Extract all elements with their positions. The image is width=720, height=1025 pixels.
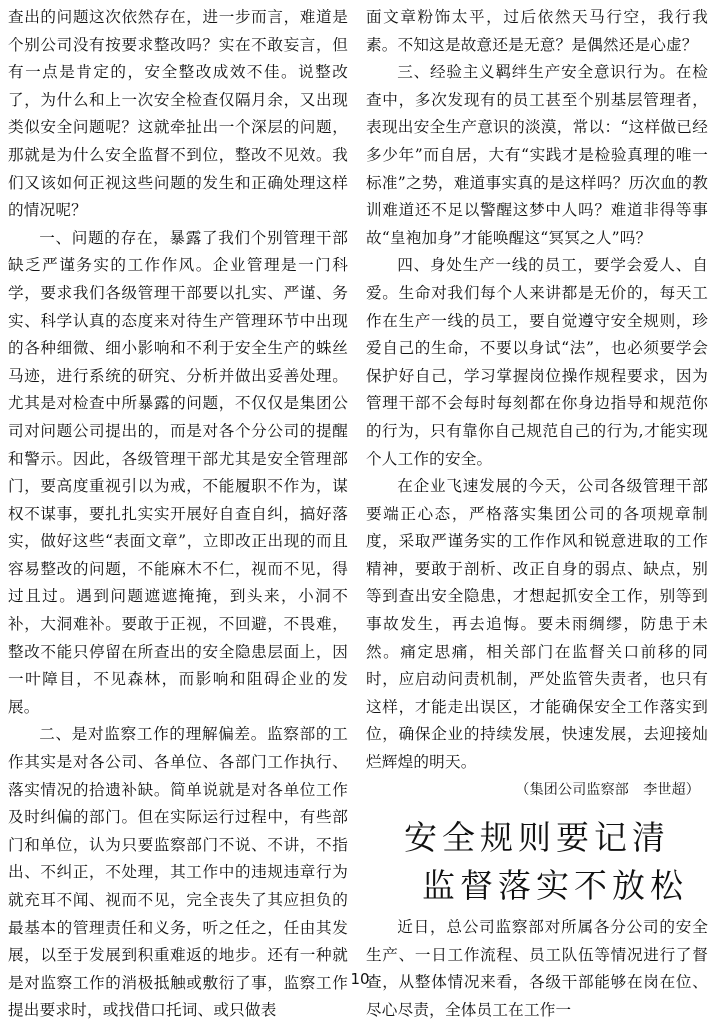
right-column [366,4,708,1025]
point-one-paragraph: 一、问题的存在，暴露了我们个别管理干部缺乏严谨务实的工作作风。企业管理是一门科学，要求我们各级管理干部要以扎实、严谨、务实、科学认真的态度来对待生产管理环节中出现的各种细微、细小影响和不利于安全生产的蛛丝马迹，进行系统的研究、分析并做出妥善处理。尤其是对检查中所暴露的问题，不仅仅是集团公司对问题公司提出的，而是对各个分公司的提醒和警示。因此，各级管理干部尤其是安全管理部门，要高度重视引以为戒，不能履职不作为，谋权不谋事，要扎扎实实开展好自查自纠，搞好落实，做好这些“表面文章”，立即改正出现的而且容易整改的问题，不能麻木不仁，视而不见，得过且过。遇到问题遮遮掩掩，到头来，小洞不补，大洞难补。要敢于正视，不回避，不畏难，整改不能只停留在所查出的安全隐患层面上，因一叶障目，不见森林，而影响和阻碍企业的发展。 [8,228,348,716]
next-article-paragraph: 近日，总公司监察部对所属各分公司的安全生产、一日工作流程、员工队伍等情况进行了督查，从整体情况来看，各级干部能够在岗在位、尽心尽责，全体员工在工作一 [366,918,708,1019]
left-column [8,4,348,1025]
page-number: 10 [350,970,370,988]
point-four-paragraph: 四、身处生产一线的员工，要学会爱人、自爱。生命对我们每个人来讲都是无价的，每天工作在生产一线的员工，要自觉遵守安全规则，珍爱自己的生命，不要以身试“法”，也必须要学会保护好自己，学习掌握岗位操作规程要求，因为管理干部不会每时每刻都在你身边指导和规范你的行为，只有靠你自己规范自己的行为,才能实现个人工作的安全。 [366,256,708,468]
headline-line-1: 安全规则要记清 [404,818,670,858]
headline-line-2: 监督落实不放松 [422,866,688,906]
point-two-paragraph: 二、是对监察工作的理解偏差。监察部的工作其实是对各公司、各单位、各部门工作执行、落实情况的拾遗补缺。简单说就是对各单位工作及时纠偏的部门。但在实际运行过程中，有些部门和单位，认为只要监察部门不说、不讲，不指出、不纠正，不处理，其工作中的违规违章行为就充耳不闻、视而不见，完全丧失了其应担负的最基本的管理责任和义务，听之任之，任由其发展，以至于发展到积重难返的地步。还有一种就是对监察工作的消极抵触或敷衍了事，监察工作提出要求时，或找借口托词、或只做表 [8,725,348,1020]
author-signature: （集团公司监察部 李世超） [515,781,700,798]
article-continuation-paragraph: 面文章粉饰太平，过后依然天马行空，我行我素。不知这是故意还是无意？是偶然还是心虚？ [366,8,708,54]
article-continuation-paragraph: 查出的问题这次依然存在，进一步而言，难道是个别公司没有按要求整改吗？实在不敢妄言，但有一点是肯定的，安全整改成效不佳。说整改了，为什么和上一次安全检查仅隔月余，又出现类似安全问题呢？这就牵扯出一个深层的问题，那就是为什么安全监督不到位，整改不见效。我们又该如何正视这些问题的发生和正确处理这样的情况呢？ [8,8,348,220]
point-three-paragraph: 三、经验主义羁绊生产安全意识行为。在检查中，多次发现有的员工甚至个别基层管理者，表现出安全生产意识的淡漠，常以：“这样做已经多少年”而自居，大有“实践才是检验真理的唯一标准”之势，难道事实真的是这样吗？历次血的教训难道还不足以警醒这梦中人吗？难道非得等事故“皇袍加身”才能唤醒这“冥冥之人”吗？ [366,63,708,247]
conclusion-paragraph: 在企业飞速发展的今天，公司各级管理干部要端正心态，严格落实集团公司的各项规章制度，采取严谨务实的工作作风和锐意进取的工作精神，要敢于剖析、改正自身的弱点、缺点，别等到查出安全隐患，才想起抓安全工作，别等到事故发生，再去追悔。要未雨绸缪，防患于未然。痛定思痛，相关部门在监督关口前移的同时，应启动问责机制，严处监管失责者，也只有这样，才能走出误区，才能确保安全工作落实到位，确保企业的持续发展，快速发展，去迎接灿烂辉煌的明天。 [366,477,708,772]
